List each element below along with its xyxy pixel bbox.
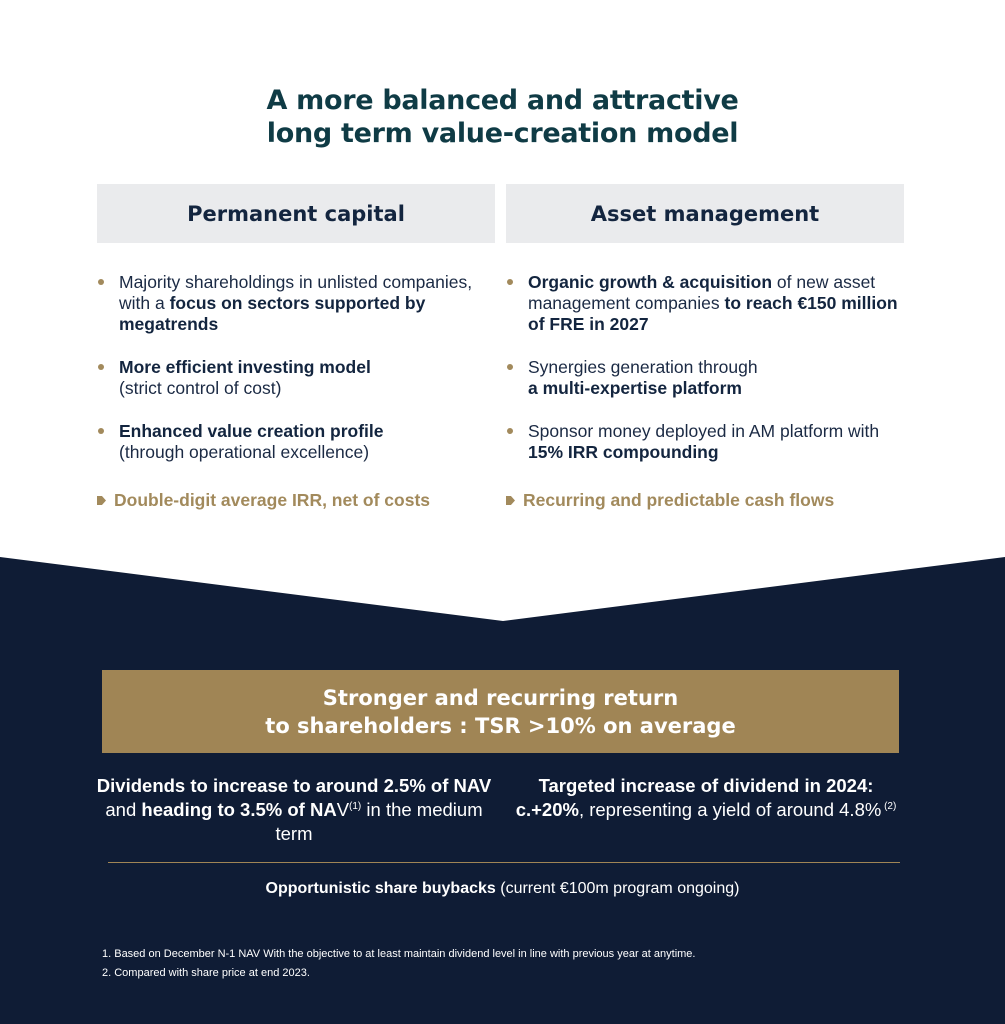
bullet-text: Synergies generation through [528,357,758,377]
permanent-capital-header: Permanent capital [97,184,495,243]
bullet-bold-text: More efficient investing model [119,357,371,377]
title-line-1: A more balanced and attractive [266,85,739,116]
banner-line-2: to shareholders : TSR >10% on average [265,713,736,738]
dividend-target-bold: Targeted increase of dividend in 2024: c.+20% [515,775,874,820]
tsr-banner [102,670,899,753]
bullet-bold-text: Organic growth & acquisition [528,272,773,292]
footnote-2: 2. Compared with share price at end 2023. [102,967,310,979]
takeaway-text: Double-digit average IRR, net of costs [114,490,431,510]
dividend-target-text: , representing a yield of around 4.8% [578,799,882,820]
footnote-ref-1: (1) [349,800,362,812]
dividend-bold-2: heading to 3.5% of NA [141,799,337,820]
buyback-text [0,880,1005,898]
permanent-capital-takeaway [97,490,430,511]
footnote-1: 1. Based on December N-1 NAV With the objective to at least maintain dividend level in line with previous year at anytime. [102,948,696,960]
bullet-item [97,272,497,335]
page-title [0,84,1005,150]
banner-line-1: Stronger and recurring return [322,685,679,710]
takeaway-text: Recurring and predictable cash flows [523,490,835,510]
bullet-bold-text: Enhanced value creation profile [119,421,384,441]
bullet-bold-text: 15% IRR compounding [528,442,719,462]
gold-divider [108,862,900,863]
bullet-item [506,357,916,399]
bullet-item [97,421,497,463]
asset-management-list [506,272,916,485]
dividend-text-1: and [105,799,142,820]
permanent-capital-list [97,272,497,485]
bullet-item [506,272,916,335]
dividend-text-3: in the medium term [275,799,483,844]
buyback-bold: Opportunistic share buybacks [265,880,496,897]
bullet-bold-text: a multi-expertise platform [528,378,742,398]
bullet-bold-text: to reach €150 million of FRE in 2027 [528,293,898,334]
dividends-right-text [506,774,906,822]
dividends-left-text [94,774,494,846]
footnote-ref-2: (2) [881,800,897,812]
asset-management-header: Asset management [506,184,904,243]
bullet-item [506,421,916,463]
dividend-text-2: V [336,799,350,820]
dividend-bold-1: Dividends to increase to around 2.5% of NAV [96,775,492,796]
asset-management-takeaway [506,490,834,511]
bullet-bold-text: focus on sectors supported by megatrends [119,293,426,334]
bullet-text: Sponsor money deployed in AM platform with [528,421,880,441]
bullet-text: (through operational excellence) [119,442,370,462]
bullet-text: Majority shareholdings in unlisted companies, with a [119,272,473,313]
buyback-detail: (current €100m program ongoing) [495,880,740,897]
arrow-right-icon [506,496,515,505]
bullet-item [97,357,497,399]
bullet-text: (strict control of cost) [119,378,282,398]
bullet-text: of new asset management companies [528,272,876,313]
arrow-right-icon [97,496,106,505]
title-line-2: long term value-creation model [266,118,739,149]
